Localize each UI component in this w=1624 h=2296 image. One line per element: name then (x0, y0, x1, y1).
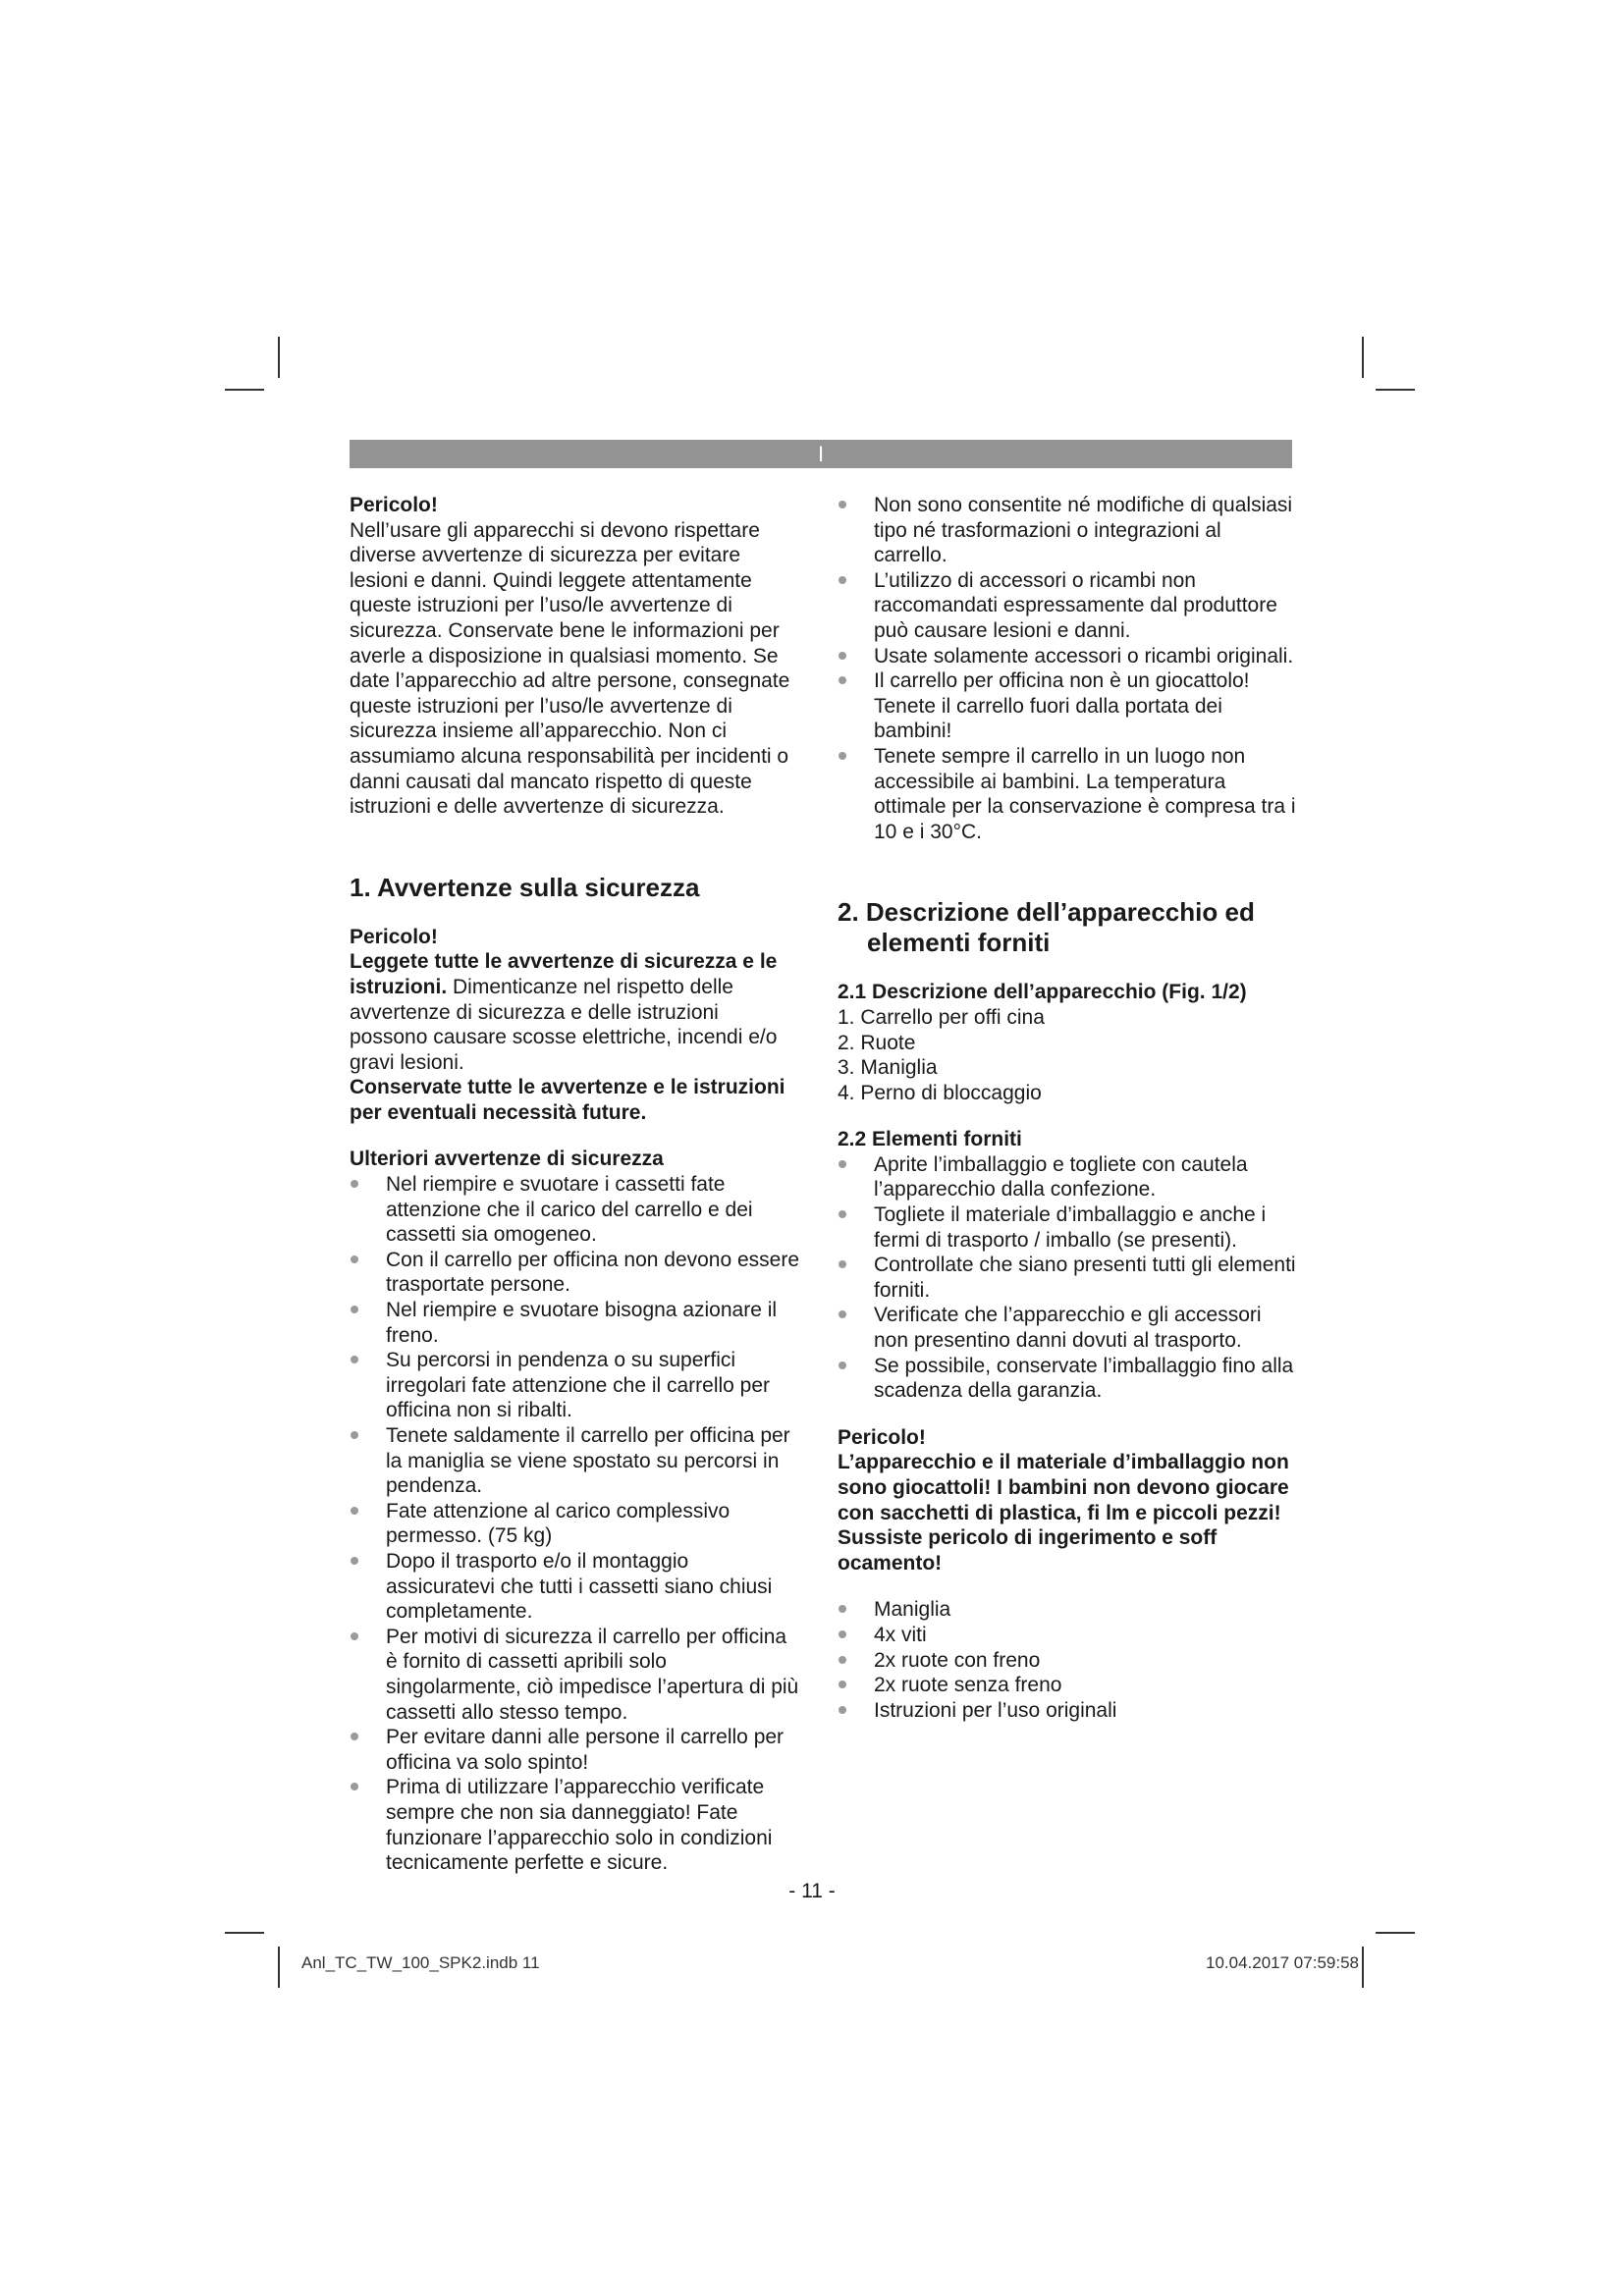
crop-mark (278, 337, 280, 378)
section-2-heading: 2. Descrizione dell’apparecchio ed elementi forniti (838, 897, 1255, 958)
list-item: 2x ruote con freno (838, 1648, 1297, 1674)
list-item: 1. Carrello per offi cina (838, 1005, 1045, 1029)
list-item: 2. Ruote (838, 1031, 916, 1054)
list-item: 4. Perno di bloccaggio (838, 1081, 1042, 1104)
list-item: 2x ruote senza freno (838, 1673, 1297, 1698)
crop-mark (1362, 1947, 1364, 1988)
list-item: Per motivi di sicurezza il carrello per officina è fornito di cassetti apribili solo singolarmente, ciò impedisce l’apertura di più cassetti allo stesso tempo. (350, 1625, 801, 1725)
danger-bold-text: Leggete tutte le avvertenze di sicurezza e le istruzioni. (350, 950, 778, 998)
list-item: Dopo il trasporto e/o il montaggio assicuratevi che tutti i cassetti siano chiusi completamente. (350, 1549, 801, 1625)
list-item: Nel riempire e svuotare bisogna azionare il freno. (350, 1298, 801, 1348)
danger-paragraph: Nell’usare gli apparecchi si devono rispettare diverse avvertenze di sicurezza per evitare lesioni e danni. Quindi leggete attentamente queste istruzioni per l’uso/le avvertenze di sicurezza. Conservate bene le informazioni per averle a disposizione in qualsiasi momento. Se date l’apparecchio ad altre persone, consegnate queste istruzioni per l’uso/le avvertenze di sicurezza insieme all’apparecchio. Non ci assumiamo alcuna responsabilità per incidenti o danni causati dal mancato rispetto di queste istruzioni e delle avvertenze di sicurezza. (350, 518, 790, 819)
further-warnings-list (350, 1172, 801, 1876)
list-item: Istruzioni per l’uso originali (838, 1698, 1297, 1724)
left-column (350, 493, 801, 1876)
list-item: Aprite l’imballaggio e togliete con cautela l’apparecchio dalla confezione. (838, 1152, 1297, 1202)
list-item: 4x viti (838, 1623, 1297, 1648)
danger-paragraph (350, 949, 801, 1075)
danger-heading: Pericolo! (838, 1425, 926, 1449)
list-item: 3. Maniglia (838, 1056, 938, 1080)
list-item: Se possibile, conservate l’imballaggio fino alla scadenza della garanzia. (838, 1354, 1297, 1404)
section-1-heading: 1. Avvertenze sulla sicurezza (350, 872, 700, 902)
crop-mark (1362, 337, 1364, 378)
danger-bold-paragraph: L’apparecchio e il materiale d’imballaggio non sono giocattoli! I bambini non devono giocare con sacchetti di plastica, fi lm e piccoli pezzi! Sussiste pericolo di ingerimento e soff ocamento! (838, 1451, 1289, 1575)
crop-mark (225, 1932, 264, 1934)
crop-mark (225, 389, 264, 391)
list-item: Non sono consentite né modifiche di qualsiasi tipo né trasformazioni o integrazioni al carrello. (838, 493, 1297, 568)
list-item: Nel riempire e svuotare i cassetti fate attenzione che il carico del carrello e dei cassetti sia omogeneo. (350, 1172, 801, 1248)
file-slug: Anl_TC_TW_100_SPK2.indb 11 (301, 1953, 540, 1972)
right-column (838, 493, 1297, 1723)
list-item: Tenete saldamente il carrello per officina per la maniglia se viene spostato su percorsi in pendenza. (350, 1423, 801, 1499)
danger-heading: Pericolo! (350, 494, 438, 516)
list-item: Fate attenzione al carico complessivo permesso. (75 kg) (350, 1499, 801, 1549)
language-tab-label: I (817, 442, 825, 466)
crop-mark (278, 1947, 280, 1988)
subsection-2-1-heading: 2.1 Descrizione dell’apparecchio (Fig. 1/2) (838, 981, 1247, 1004)
device-parts-list (838, 1005, 1297, 1105)
list-item: Usate solamente accessori o ricambi originali. (838, 644, 1297, 669)
print-timestamp: 10.04.2017 07:59:58 (1206, 1953, 1359, 1972)
list-item: Il carrello per officina non è un giocattolo! Tenete il carrello fuori dalla portata dei bambini! (838, 668, 1297, 744)
further-warnings-heading: Ulteriori avvertenze di sicurezza (350, 1148, 664, 1171)
subsection-2-2-heading: 2.2 Elementi forniti (838, 1128, 1022, 1151)
safety-list-continued (838, 493, 1297, 844)
crop-mark (1376, 1932, 1415, 1934)
list-item: L’utilizzo di accessori o ricambi non raccomandati espressamente dal produttore può causare lesioni e danni. (838, 568, 1297, 644)
list-item: Con il carrello per officina non devono essere trasportate persone. (350, 1248, 801, 1298)
list-item: Controllate che siano presenti tutti gli elementi forniti. (838, 1253, 1297, 1303)
list-item: Prima di utilizzare l’apparecchio verificate sempre che non sia danneggiato! Fate funzionare l’apparecchio solo in condizioni tecnicamente perfette e sicure. (350, 1775, 801, 1875)
list-item: Per evitare danni alle persone il carrello per officina va solo spinto! (350, 1725, 801, 1775)
list-item: Togliete il materiale d’imballaggio e anche i fermi di trasporto / imballo (se presenti). (838, 1202, 1297, 1253)
list-item: Tenete sempre il carrello in un luogo non accessibile ai bambini. La temperatura ottimale per la conservazione è compresa tra i 10 e i 30°C. (838, 744, 1297, 844)
list-item: Maniglia (838, 1597, 1297, 1623)
danger-bold-paragraph: Conservate tutte le avvertenze e le istruzioni per eventuali necessità future. (350, 1076, 785, 1124)
crop-mark (1376, 389, 1415, 391)
list-item: Su percorsi in pendenza o su superfici irregolari fate attenzione che il carrello per officina non si ribalti. (350, 1348, 801, 1423)
language-tab-bar (350, 440, 1292, 468)
unpacking-list (838, 1152, 1297, 1404)
danger-text: Dimenticanze nel rispetto delle avvertenze di sicurezza e delle istruzioni possono causare scosse elettriche, incendi e/o gravi lesioni. (350, 975, 778, 1074)
list-item: Verificate che l’apparecchio e gli accessori non presentino danni dovuti al trasporto. (838, 1303, 1297, 1353)
page-number: - 11 - (788, 1880, 836, 1902)
danger-heading: Pericolo! (350, 925, 438, 948)
scope-of-delivery-list (838, 1597, 1297, 1723)
